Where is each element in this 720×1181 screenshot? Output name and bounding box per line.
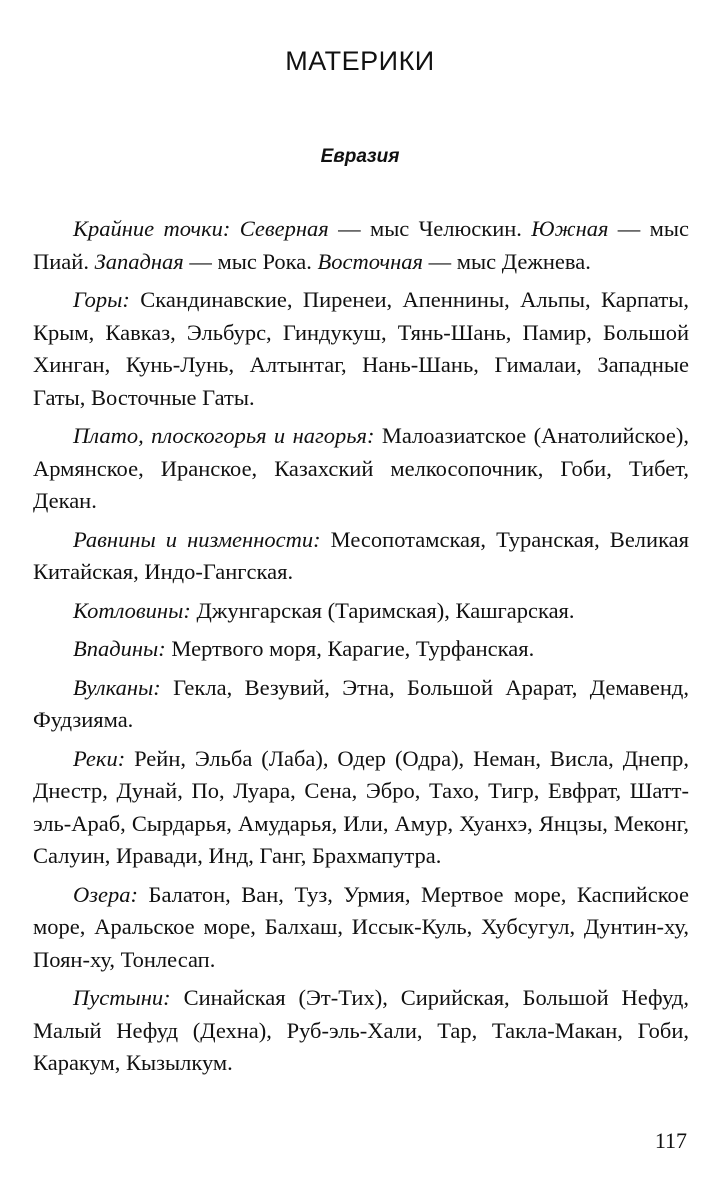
paragraph <box>33 420 689 518</box>
text-body <box>33 213 689 1086</box>
paragraph-label: Пустыни: <box>73 985 171 1010</box>
paragraph-text: — мыс Пиай. <box>33 216 689 274</box>
paragraph-text: Восточная <box>317 248 423 274</box>
paragraph-text: Западная <box>94 248 184 274</box>
paragraph <box>33 284 689 414</box>
paragraph-label: Плато, плоскогорья и нагорья: <box>73 423 375 448</box>
paragraph <box>33 213 689 278</box>
paragraph-text: Мертвого моря, Карагие, Турфанская. <box>165 636 535 661</box>
paragraph-text: Гекла, Везувий, Этна, Большой Арарат, Демавенд, Фудзияма. <box>33 674 689 732</box>
paragraph-text: — мыс Челюскин. <box>328 216 532 241</box>
paragraph-text <box>230 216 239 241</box>
paragraph-text: Джунгарская (Таримская), Кашгарская. <box>190 597 575 623</box>
paragraph-text: Северная <box>239 216 329 241</box>
page-number: 117 <box>654 1128 687 1153</box>
paragraph-text: — мыс Рока. <box>183 248 318 274</box>
paragraph-text: Южная <box>531 216 609 241</box>
paragraph-label: Впадины: <box>73 636 166 661</box>
paragraph <box>33 595 689 628</box>
paragraph-text: — мыс Дежнева. <box>423 248 591 274</box>
paragraph-text: Синайская (Эт-Тих), Сирийская, Большой Нефуд, Малый Нефуд (Дехна), Руб-эль-Хали, Тар, Такла-Макан, Гоби, Каракум, Кызылкум. <box>33 985 689 1075</box>
paragraph-text: Рейн, Эльба (Лаба), Одер (Одра), Неман, Висла, Днепр, Днестр, Дунай, По, Луара, Сена, Эбро, Тахо, Тигр, Евфрат, Шатт-эль-Араб, Сырдарья, Амударья, Или, Амур, Хуанхэ, Янцзы, Меконг, Салуин, Иравади, Инд, Ганг, Брахмапутра. <box>33 745 689 868</box>
paragraph <box>33 524 689 589</box>
section-title: Евразия <box>320 146 400 167</box>
paragraph-label: Реки: <box>73 745 126 771</box>
paragraph <box>33 743 689 873</box>
paragraph-label: Вулканы: <box>73 674 161 700</box>
paragraph <box>33 982 689 1080</box>
paragraph-text: Скандинавские, Пиренеи, Апеннины, Альпы, Карпаты, Крым, Кавказ, Эльбурс, Гиндукуш, Тянь-Шань, Памир, Большой Хинган, Кунь-Лунь, Алтынтаг, Нань-Шань, Гималаи, Западные Гаты, Восточные Гаты. <box>33 287 689 410</box>
paragraph <box>33 633 689 666</box>
paragraph-text: Месопотамская, Туранская, Великая Китайская, Индо-Гангская. <box>33 526 689 584</box>
paragraph-text: Балатон, Ван, Туз, Урмия, Мертвое море, Каспийское море, Аральское море, Балхаш, Иссык-Куль, Хубсугул, Дунтин-ху, Поян-ху, Тонлесап. <box>33 881 689 972</box>
page-title: МАТЕРИКИ <box>285 46 435 76</box>
paragraph-label: Котловины: <box>73 597 191 623</box>
paragraph <box>33 672 689 737</box>
paragraph-label: Горы: <box>73 287 130 312</box>
paragraph-text: Малоазиатское (Анатолийское), Армянское, Иранское, Казахский мелкосопочник, Гоби, Тибет, Декан. <box>33 423 689 513</box>
paragraph <box>33 879 689 977</box>
paragraph-label: Озера: <box>73 881 139 907</box>
paragraph-label: Равнины и низменности: <box>73 526 321 552</box>
paragraph-label: Крайние точки: <box>73 216 231 241</box>
